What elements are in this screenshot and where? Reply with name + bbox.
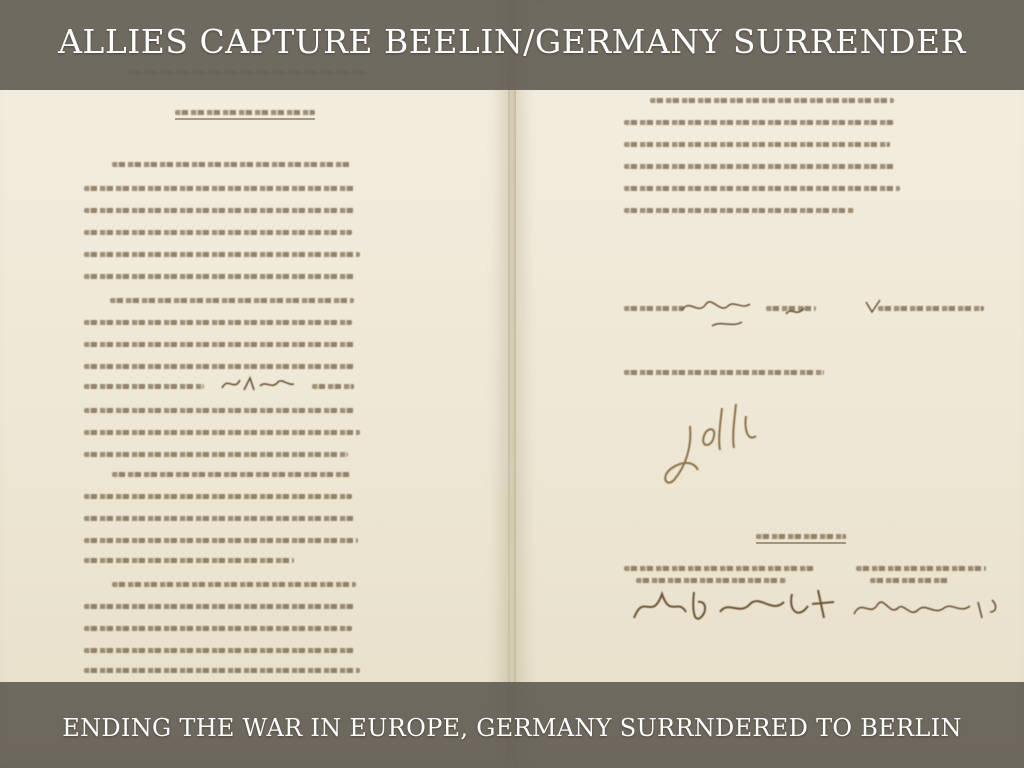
signature-german-high-command (650, 396, 790, 496)
document-gutter (508, 0, 516, 768)
caption-bar (0, 682, 1024, 768)
signature-soviet-high-command (848, 588, 1008, 628)
handwritten-place-mark (676, 292, 896, 336)
slide-title: ALLIES CAPTURE BEELIN/GERMANY SURRENDER (58, 21, 966, 61)
handwritten-date-mark (218, 372, 298, 396)
document-page-right (516, 0, 1024, 768)
title-bar (0, 0, 1024, 90)
document-page-left (0, 0, 508, 768)
slide-caption: ENDING THE WAR IN EUROPE, GERMANY SURRNDERED TO BERLIN (62, 714, 962, 742)
signature-allied-expeditionary-force (628, 582, 848, 632)
